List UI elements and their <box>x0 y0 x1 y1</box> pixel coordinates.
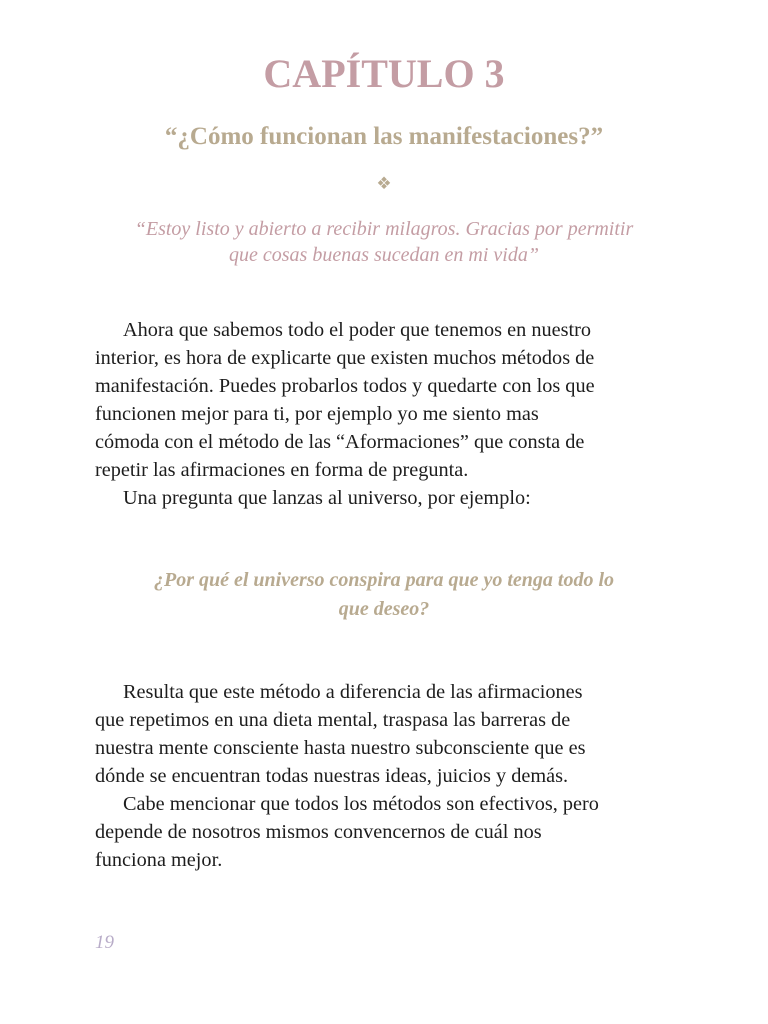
paragraph <box>95 790 677 874</box>
fleuron-ornament-icon: ❖ <box>376 174 392 194</box>
text-line: repetir las afirmaciones en forma de pregunta. <box>95 459 469 481</box>
text-line: manifestación. Puedes probarlos todos y quedarte con los que <box>95 375 595 397</box>
epigraph-line: “Estoy listo y abierto a recibir milagros. Gracias por permitir <box>134 218 634 240</box>
chapter-title: CAPÍTULO 3 <box>263 51 505 96</box>
chapter-subtitle: “¿Cómo funcionan las manifestaciones?” <box>164 123 604 150</box>
text-line: interior, es hora de explicarte que existen muchos métodos de <box>95 347 595 369</box>
page-number: 19 <box>95 932 114 953</box>
text-line: depende de nosotros mismos convencernos de cuál nos <box>95 821 542 843</box>
text-line: Cabe mencionar que todos los métodos son efectivos, pero <box>123 793 599 815</box>
text-line: Una pregunta que lanzas al universo, por ejemplo: <box>123 487 531 509</box>
text-line: Ahora que sabemos todo el poder que tenemos en nuestro <box>123 319 592 341</box>
text-line: dónde se encuentran todas nuestras ideas, juicios y demás. <box>95 765 569 787</box>
paragraph <box>95 316 677 484</box>
text-line: nuestra mente consciente hasta nuestro subconsciente que es <box>95 737 586 759</box>
epigraph-line: que cosas buenas sucedan en mi vida” <box>229 244 539 266</box>
text-line: Resulta que este método a diferencia de las afirmaciones <box>123 681 583 703</box>
body-text-block <box>95 316 677 512</box>
epigraph-quote <box>100 216 668 268</box>
text-line: cómoda con el método de las “Aformaciones” que consta de <box>95 431 585 453</box>
question-line: que deseo? <box>338 598 430 620</box>
paragraph <box>95 678 677 790</box>
text-line: funciona mejor. <box>95 849 223 871</box>
paragraph <box>95 484 677 512</box>
text-line: funcionen mejor para ti, por ejemplo yo me siento mas <box>95 403 539 425</box>
question-line: ¿Por qué el universo conspira para que yo tenga todo lo <box>153 569 614 591</box>
highlighted-question <box>95 566 673 624</box>
text-line: que repetimos en una dieta mental, traspasa las barreras de <box>95 709 571 731</box>
body-text-block <box>95 678 677 874</box>
